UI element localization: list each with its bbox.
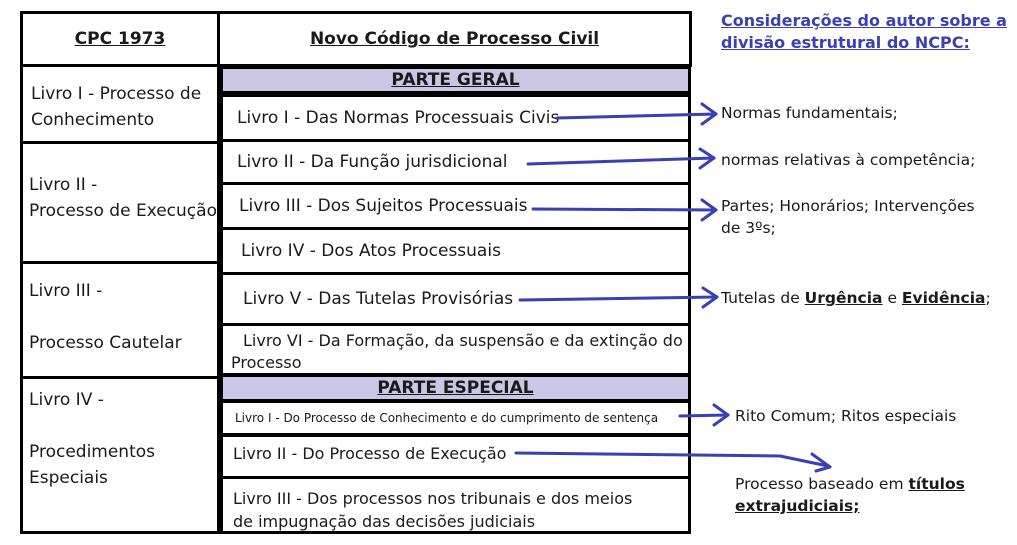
arrow-2: [528, 149, 714, 168]
left-book-4-line3: Procedimentos: [29, 442, 156, 462]
left-book-2-line1: Livro II -: [29, 175, 98, 195]
left-book-1-line2: Conhecimento: [31, 110, 155, 130]
note-6-extrajudiciais: extrajudiciais;: [735, 497, 860, 515]
arrow-1: [557, 104, 716, 124]
note-1-text: Normas fundamentais;: [721, 104, 898, 122]
note-6-titulos: títulos: [908, 475, 965, 493]
geral-row-2-text: Livro II - Da Função jurisdicional: [237, 152, 508, 172]
especial-row-3-line1: Livro III - Dos processos nos tribunais e dos meios: [233, 489, 633, 508]
parte-especial-text: PARTE ESPECIAL: [377, 378, 534, 398]
note-4-mid: e: [882, 289, 902, 307]
arrow-6: [516, 453, 830, 471]
parte-geral-text: PARTE GERAL: [391, 70, 520, 90]
notes-title-line1: Considerações do autor sobre a: [721, 11, 1007, 30]
left-book-1-line1: Livro I - Processo de: [31, 84, 202, 104]
left-book-3-line1: Livro III -: [29, 281, 103, 301]
left-book-4-line4: Especiais: [29, 468, 108, 488]
especial-row-2-text: Livro II - Do Processo de Execução: [233, 444, 507, 463]
arrow-4: [520, 288, 717, 307]
note-4-urgencia: Urgência: [804, 289, 883, 307]
geral-row-6-line1: Livro VI - Da Formação, da suspensão e da extinção do: [243, 331, 683, 350]
arrow-3: [533, 200, 716, 220]
note-4-post: ;: [985, 289, 991, 307]
left-book-2-line2: Processo de Execução: [29, 201, 217, 221]
geral-row-6-line2: Processo: [231, 353, 302, 372]
note-3-line1: Partes; Honorários; Intervenções: [721, 197, 975, 215]
left-book-3-line3: Processo Cautelar: [29, 333, 182, 353]
note-4-pre: Tutelas de: [721, 289, 805, 307]
geral-row-5-text: Livro V - Das Tutelas Provisórias: [243, 289, 514, 309]
geral-row-1-text: Livro I - Das Normas Processuais Civis: [237, 108, 560, 128]
cpc1973-header-text: CPC 1973: [74, 29, 166, 49]
especial-row-3-line2: de impugnação das decisões judiciais: [233, 512, 536, 531]
note-2-text: normas relativas à competência;: [721, 151, 976, 169]
left-book-4-line1: Livro IV -: [29, 390, 104, 410]
geral-row-4-text: Livro IV - Dos Atos Processuais: [241, 241, 501, 261]
note-3-line2: de 3ºs;: [721, 219, 776, 237]
note-4-evidencia: Evidência: [901, 289, 986, 307]
geral-row-3-text: Livro III - Dos Sujeitos Processuais: [239, 196, 528, 216]
arrow-5: [680, 405, 728, 425]
note-5-text: Rito Comum; Ritos especiais: [735, 407, 957, 425]
notes-title-line2: divisão estrutural do NCPC:: [721, 33, 970, 52]
ncpc-header-text: Novo Código de Processo Civil: [309, 29, 600, 49]
especial-row-1-text: Livro I - Do Processo de Conhecimento e do cumprimento de sentença: [235, 411, 659, 425]
note-6-pre: Processo baseado em: [735, 475, 909, 493]
